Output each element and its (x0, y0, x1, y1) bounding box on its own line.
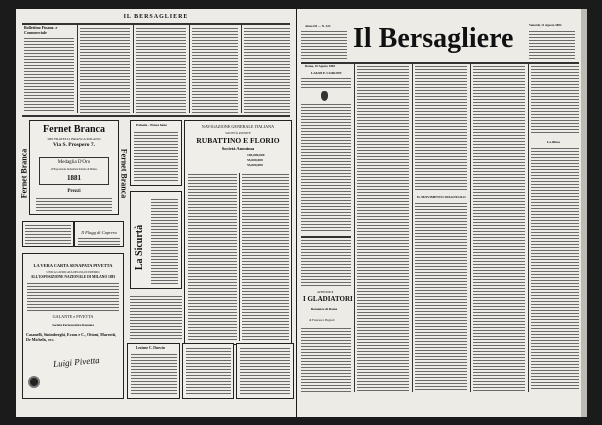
seal-icon (28, 376, 40, 388)
caprera-ad (74, 221, 124, 247)
capital-row: 100,000,000 (247, 153, 265, 157)
caprera-title: Il Flagg di Caprera (81, 230, 117, 235)
appendix-subtitle: Romanzo di Roma (311, 307, 338, 311)
pafaola-title: Pafaola - Pensa bene (136, 123, 167, 127)
left-page (16, 9, 296, 417)
article-heading: IL MOVIMENTO SPAGNUOLO (417, 195, 466, 199)
lead-heading: LAURI E CORONE (311, 71, 342, 75)
fernet-address: Via S. Prospero 7. (53, 142, 95, 148)
fernet-medal: Medaglia D'Oro (57, 160, 91, 165)
fernet-expo: all'Esposizione Industriale Italiana di Milano (50, 168, 98, 171)
capital-row: 55,000,000 (247, 163, 263, 167)
pivetta-galante: GALANTE e PIVETTA (52, 314, 94, 319)
small-ad (22, 221, 74, 247)
rubattino-line1: NAVIGAZIONE GENERALE ITALIANA (201, 124, 275, 129)
fernet-branca-ad (29, 120, 119, 215)
left-ear: Anno III — N. 222 (305, 24, 331, 28)
appendix-label: APPENDICE (317, 290, 334, 294)
lezione-title: Lezione C. Darwin (136, 346, 165, 350)
rubattino-line2: SOCIETÀ RIUNITE (225, 131, 251, 135)
pivetta-signature: Luigi Pivetta (52, 354, 101, 370)
top-section-title: Bollettino Finanz. e Commerciale (24, 25, 58, 35)
pivetta-line2: UNICA GIUDICATA DEGNA DI PREMIO (46, 270, 100, 274)
sicurta-title: La Sicurtà (134, 224, 146, 271)
masthead: Il Bersagliere (353, 23, 514, 54)
pivetta-line3: ALL'ESPOSIZIONE NAZIONALE DI MILANO 1881 (30, 275, 116, 279)
right-page (297, 9, 587, 417)
dateline: Roma, 10 Agosto 1882 (305, 64, 336, 68)
capital-row: 55,000,000 (247, 158, 263, 162)
small-ad (182, 343, 234, 399)
appendix-author: di Francesco Bagnoli (309, 318, 335, 322)
right-ear: Venerdì, 11 Agosto 1882 (529, 23, 562, 27)
small-ad (236, 343, 294, 399)
sicurta-ad (130, 191, 182, 289)
rubattino-ad (184, 120, 292, 345)
fernet-title: Fernet Branca (43, 124, 105, 135)
pivetta-shop: Società Farmaceutica Romana (52, 323, 94, 327)
crest-icon (321, 91, 328, 101)
rubattino-line4: Società Anonima (221, 146, 255, 151)
pivetta-ad (22, 253, 124, 399)
fernet-subtitle: DEI FRATELLI BRANCA MILANO (47, 137, 101, 141)
fernet-prices: Prezzi (67, 189, 81, 194)
fernet-side-right: Fernet Branca (119, 148, 129, 199)
section-heading: La difesa (547, 140, 560, 144)
fernet-side-left: Fernet Branca (19, 148, 29, 199)
rubattino-line3: RUBATTINO E FLORIO (196, 136, 280, 145)
pivetta-line1: LA VERA CARTA SENAPATA PIVETTA (33, 263, 113, 268)
fernet-year: 1881 (67, 174, 81, 182)
lezione-ad (127, 343, 180, 399)
pafaola-ad (130, 120, 182, 186)
pivetta-names: Casanelli, Sinimberghi, Evans e C., Ottoni, Marrotti, De Michelis, ecc. (26, 332, 117, 342)
appendix-title: I GLADIATORI (303, 295, 353, 303)
running-head: IL BERSAGLIERE (123, 14, 189, 20)
